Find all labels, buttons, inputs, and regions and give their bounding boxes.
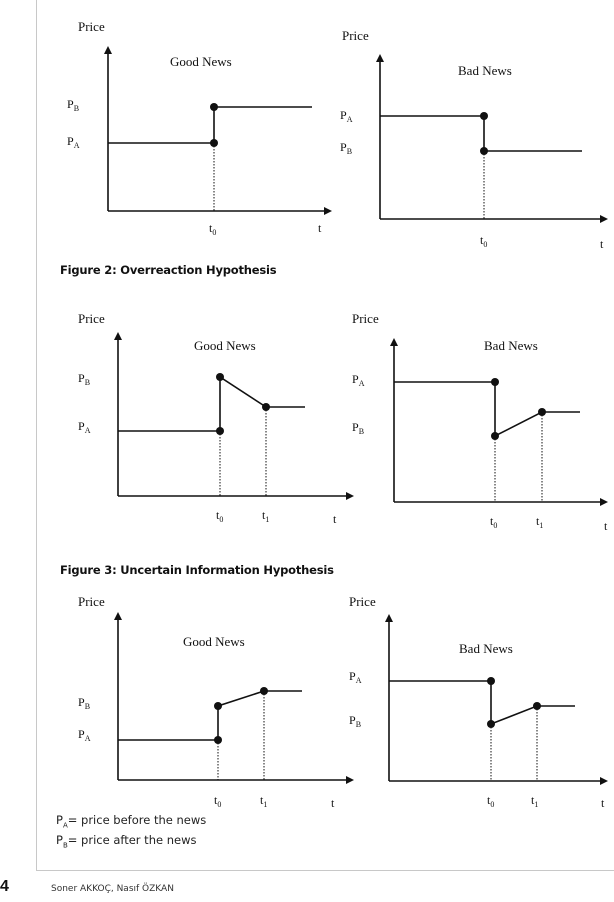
price-a-label: $P_A$	[67, 134, 80, 150]
y-axis-label: Price	[352, 311, 379, 326]
chart-title: Good News	[170, 54, 232, 69]
price-b-label: $P_B$	[78, 695, 91, 711]
legend	[56, 813, 206, 854]
t0-label: $t_0$	[490, 514, 498, 530]
price-b-label: $P_B$	[352, 420, 365, 436]
price-a-label: $P_A$	[352, 372, 365, 388]
price-a-label: $P_A$	[340, 108, 353, 124]
fig3-good-news-chart	[78, 594, 350, 810]
t1-label: $t_1$	[536, 514, 544, 530]
point-pa	[487, 677, 495, 685]
price-b-label: $P_B$	[67, 97, 80, 113]
point-trough	[487, 720, 495, 728]
fig3-bad-news-chart	[349, 594, 605, 810]
chart-title: Bad News	[459, 641, 513, 656]
footer-authors: Soner AKKOÇ, Nasıf ÖZKAN	[51, 884, 174, 894]
point-pa	[210, 139, 218, 147]
point-pb	[538, 408, 546, 416]
t0-label: $t_0$	[214, 793, 222, 809]
price-a-label: $P_A$	[78, 727, 91, 743]
price-path	[118, 691, 302, 740]
point-pb	[480, 147, 488, 155]
price-a-label: $P_A$	[78, 419, 91, 435]
point-pb	[210, 103, 218, 111]
price-path	[389, 681, 575, 724]
point-pb	[260, 687, 268, 695]
price-a-label: $P_A$	[349, 669, 362, 685]
t0-label: $t_0$	[480, 233, 488, 249]
t-label: t	[601, 796, 605, 810]
footer-rule	[36, 870, 614, 871]
t1-label: $t_1$	[262, 508, 270, 524]
fig2-good-news-chart	[78, 311, 350, 526]
point-pa	[216, 427, 224, 435]
y-axis-label: Price	[78, 594, 105, 609]
page-number: 4	[0, 878, 9, 895]
price-path	[394, 382, 580, 436]
t1-label: $t_1$	[531, 793, 539, 809]
point-step	[214, 702, 222, 710]
t-label: t	[600, 237, 604, 251]
chart-title: Bad News	[484, 338, 538, 353]
price-path	[380, 116, 582, 151]
chart-title: Good News	[194, 338, 256, 353]
t-label: t	[331, 796, 335, 810]
figure-3-caption: Figure 3: Uncertain Information Hypothesis	[60, 563, 334, 577]
chart-title: Bad News	[458, 63, 512, 78]
fig1-good-news-chart	[67, 19, 328, 237]
figure-2-caption: Figure 2: Overreaction Hypothesis	[60, 263, 277, 277]
legend-pb: $P_B=$ price after the news	[56, 833, 197, 850]
point-trough	[491, 432, 499, 440]
point-pb	[262, 403, 270, 411]
t-label: t	[333, 512, 337, 526]
fig1-bad-news-chart	[340, 28, 604, 251]
price-path	[118, 377, 305, 431]
price-b-label: $P_B$	[349, 713, 362, 729]
t0-label: $t_0$	[216, 508, 224, 524]
legend-pa: $P_A=$ price before the news	[56, 813, 207, 830]
y-axis-label: Price	[78, 19, 105, 34]
y-axis-label: Price	[349, 594, 376, 609]
t-label: t	[604, 519, 608, 533]
point-peak	[216, 373, 224, 381]
t0-label: $t_0$	[487, 793, 495, 809]
t-label: t	[318, 221, 322, 235]
point-pa	[214, 736, 222, 744]
t0-label: $t_0$	[209, 221, 217, 237]
chart-title: Good News	[183, 634, 245, 649]
point-pb	[533, 702, 541, 710]
price-b-label: $P_B$	[340, 140, 353, 156]
price-b-label: $P_B$	[78, 371, 91, 387]
y-axis-label: Price	[78, 311, 105, 326]
price-path	[108, 107, 312, 143]
point-pa	[480, 112, 488, 120]
y-axis-label: Price	[342, 28, 369, 43]
t1-label: $t_1$	[260, 793, 268, 809]
fig2-bad-news-chart	[352, 311, 608, 533]
point-pa	[491, 378, 499, 386]
